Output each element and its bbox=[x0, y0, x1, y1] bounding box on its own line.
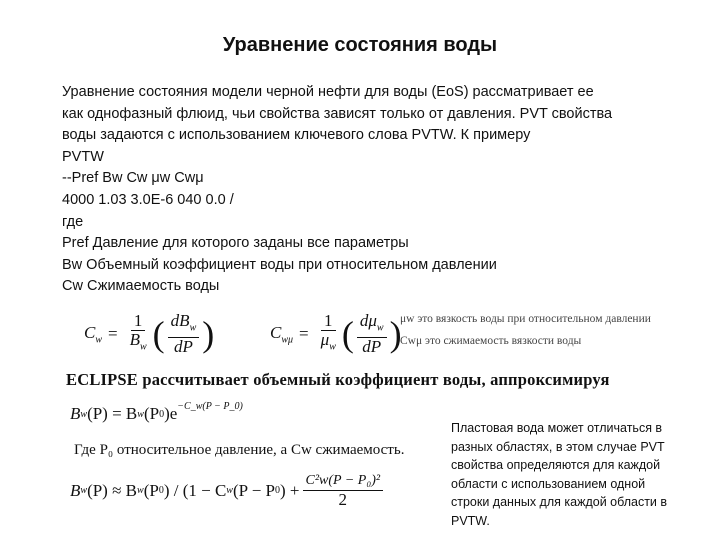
side-note-line: Пластовая вода может отличаться в bbox=[451, 421, 663, 435]
cwmu-frac-2: $\frac{d\mu_w}{dP}$ bbox=[357, 312, 387, 356]
intro-line: где bbox=[62, 213, 84, 230]
cwmu-frac-1: $\frac{1}{\mu_w}$ bbox=[320, 311, 336, 353]
cw-lhs: $C_w$ bbox=[84, 323, 103, 346]
note-mu: μw это вязкость воды при относительном давлении bbox=[400, 313, 651, 325]
side-note-line: свойства определяются для каждой bbox=[451, 458, 661, 473]
side-note bbox=[451, 419, 713, 531]
eclipse-text: ECLIPSE рассчитывает объемный коэффициент воды, аппроксимируя bbox=[66, 370, 610, 389]
cwmu-lhs: $C_{w\mu}$ bbox=[270, 323, 294, 346]
intro-line: Pref Давление для которого заданы все параметры bbox=[62, 235, 409, 252]
intro-line: 4000 1.03 3.0E-6 040 0.0 / bbox=[62, 191, 234, 208]
intro-text bbox=[62, 82, 702, 298]
intro-line: --Pref Bw Cw μw Cwμ bbox=[62, 170, 204, 187]
intro-line: воды задаются с использованием ключевого слова PVTW. К примеру bbox=[62, 127, 531, 144]
cw-formula: $C_w$ = $\frac{1}{B_w}$ ( $\frac{dB_w}{dP}$ ) bbox=[84, 311, 215, 357]
bw-exp-formula: B w (P) = B w (P 0 )e $^{-C\_w(P - P\_0)}$ bbox=[70, 400, 243, 423]
side-note-line: строки данных для каждой области в bbox=[451, 495, 668, 510]
bw-exp-exponent: −C_w(P − P_0) bbox=[177, 400, 243, 412]
intro-line: Cw Сжимаемость воды bbox=[62, 278, 220, 295]
intro-line: как однофазный флюид, чьи свойства зависят только от давления. PVT свойства bbox=[62, 105, 613, 122]
side-note-line: PVTW. bbox=[451, 513, 490, 528]
side-note-line: области с использованием одной bbox=[451, 476, 646, 491]
intro-line: Bw Объемный коэффициент воды при относительном давлении bbox=[62, 256, 497, 273]
side-note-line: разных областях, в этом случае PVT bbox=[451, 439, 665, 454]
cw-frac-1: $\frac{1}{B_w}$ bbox=[129, 311, 147, 353]
where-text: Где P₀ относительное давление, а Cw сжимаемость. bbox=[74, 442, 405, 458]
intro-line: PVTW bbox=[62, 148, 104, 165]
note-cwmu: Cwμ это сжимаемость вязкости воды bbox=[400, 335, 582, 347]
slide-title: Уравнение состояния воды bbox=[222, 34, 498, 56]
bw-approx-frac: $\frac{\text{C²w(P − P₀)²}}{2}$ bbox=[303, 472, 384, 509]
intro-line: Уравнение состояния модели черной нефти для воды (EoS) рассматривает ее bbox=[62, 84, 594, 100]
bw-approx-formula: B w (P) ≈ B w (P 0 ) / (1 − C w (P − P 0 ) + $\frac{\text{C²w(P − P₀)²}}{2}$ bbox=[70, 472, 386, 509]
cwmu-formula: $C_{w\mu}$ = $\frac{1}{\mu_w}$ ( $\frac{d\mu_w}{dP}$ ) bbox=[270, 311, 402, 357]
cw-frac-2: $\frac{dB_w}{dP}$ bbox=[168, 312, 200, 356]
